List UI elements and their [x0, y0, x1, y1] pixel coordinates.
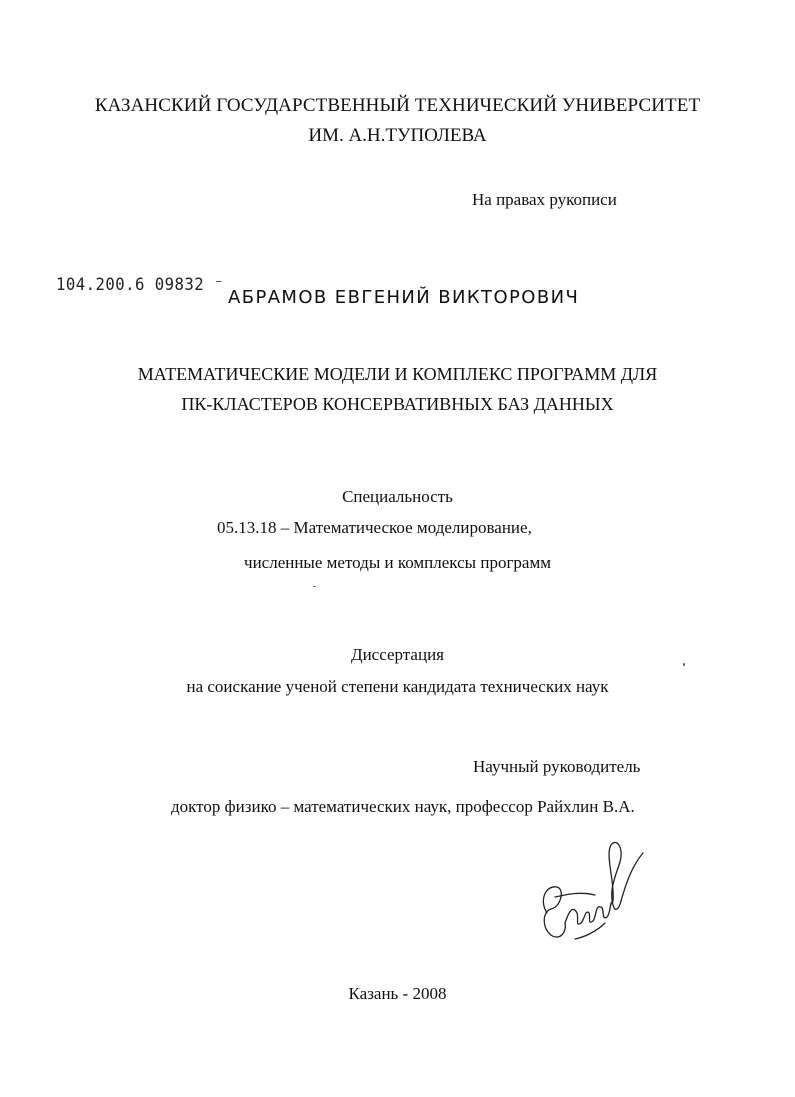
specialty-name-line2: численные методы и комплексы программ	[244, 553, 551, 572]
dissertation-label: Диссертация	[350, 645, 444, 664]
rights-note: На правах рукописи	[472, 190, 617, 209]
dissertation-title-line1: МАТЕМАТИЧЕСКИЕ МОДЕЛИ И КОМПЛЕКС ПРОГРАММ ДЛЯ	[137, 364, 658, 384]
specialty-label: Специальность	[342, 487, 453, 506]
specialty-code: 05.13.18 – Математическое моделирование,	[217, 518, 532, 537]
city-year: Казань - 2008	[348, 984, 447, 1003]
stamp-mark: ⁻	[204, 275, 224, 295]
dissertation-title-line2: ПК-КЛАСТЕРОВ КОНСЕРВАТИВНЫХ БАЗ ДАННЫХ	[181, 394, 614, 414]
supervisor-label: Научный руководитель	[473, 757, 641, 776]
dissertation-degree-text: на соискание ученой степени кандидата технических наук	[186, 677, 609, 696]
stamp-number	[56, 275, 224, 295]
author-name: АБРАМОВ ЕВГЕНИЙ ВИКТОРОВИЧ	[228, 287, 580, 308]
scan-speck	[313, 586, 316, 587]
stamp-number-text: 104.200.6 09832	[56, 275, 205, 295]
signature	[535, 835, 645, 955]
university-named-after: ИМ. А.Н.ТУПОЛЕВА	[308, 125, 487, 146]
university-name: КАЗАНСКИЙ ГОСУДАРСТВЕННЫЙ ТЕХНИЧЕСКИЙ УНИВЕРСИТЕТ	[94, 95, 701, 116]
supervisor-details: доктор физико – математических наук, профессор Райхлин В.А.	[171, 797, 635, 816]
scan-speck	[683, 663, 685, 666]
